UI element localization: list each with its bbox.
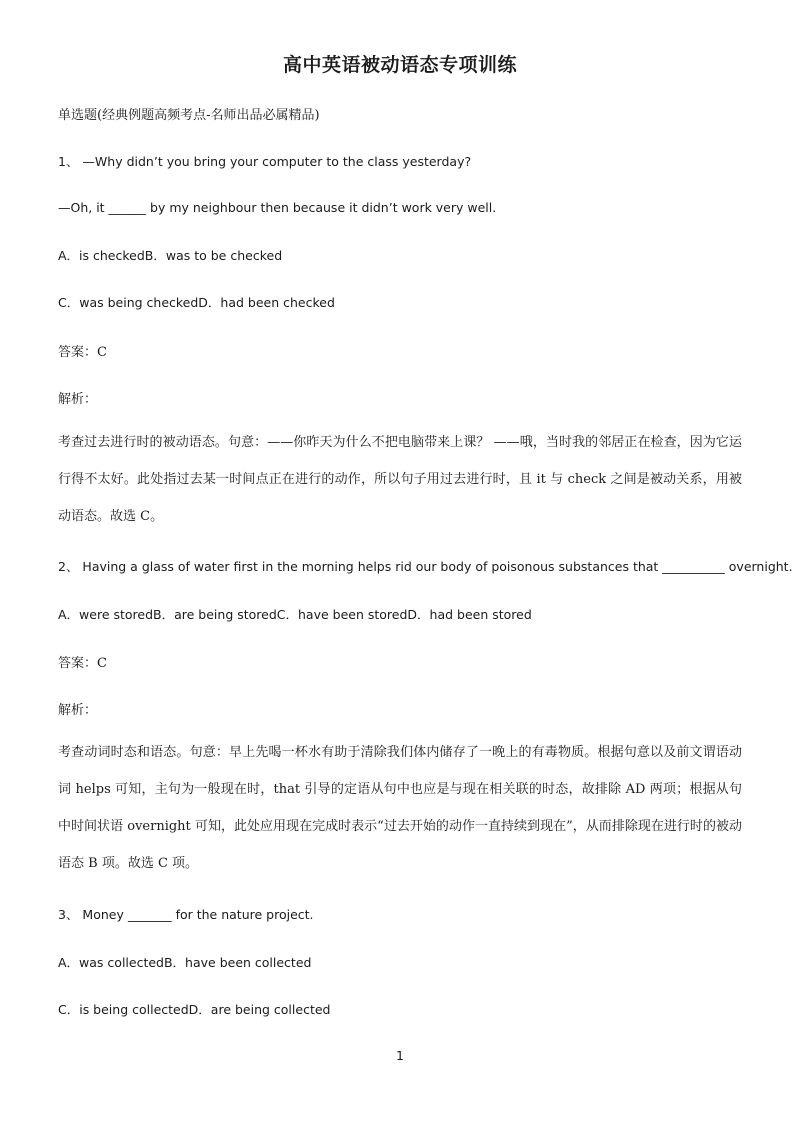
question-2-stem: 2、 Having a glass of water first in the morning helps rid our body of poisonous substances that __________ overnight. (58, 559, 793, 574)
question-3-options-cd: C．is being collectedD．are being collected (58, 1002, 331, 1017)
question-1-options-ab: A．is checkedB．was to be checked (58, 248, 283, 263)
page-title: 高中英语被动语态专项训练 (282, 54, 517, 76)
question-2-options: A．were storedB．are being storedC．have been storedD．had been stored (58, 607, 532, 622)
question-3-stem: 3、 Money _______ for the nature project. (58, 907, 314, 922)
question-1-options-cd: C．was being checkedD．had been checked (58, 295, 335, 310)
page-number: 1 (396, 1048, 404, 1063)
question-3-options-ab: A．was collectedB．have been collected (58, 955, 312, 970)
section-heading: 单选题(经典例题高频考点-名师出品必属精品) (58, 108, 320, 123)
question-2-answer: 答案：C (58, 656, 107, 671)
question-1-stem: 1、 —Why didn’t you bring your computer to the class yesterday? (58, 154, 472, 169)
question-2-analysis-label: 解析： (58, 703, 98, 718)
question-1-analysis: 考查过去进行时的被动语态。句意：——你昨天为什么不把电脑带来上课？ ——哦，当时我的邻居正在检查，因为它运行得不太好。此处指过去某一时间点正在进行的动作，所以句子用过去进行时，且 it 与 check 之间是被动关系，用被动语态。故选 C。 (58, 435, 742, 524)
question-1-answer: 答案：C (58, 345, 107, 360)
question-1-analysis-label: 解析： (58, 392, 98, 407)
question-1-dialogue: —Oh, it ______ by my neighbour then because it didn’t work very well. (58, 200, 497, 215)
question-2-analysis: 考查动词时态和语态。句意：早上先喝一杯水有助于清除我们体内储存了一晚上的有毒物质。根据句意以及前文谓语动词 helps 可知，主句为一般现在时，that 引导的定语从句中也应是与现在相关联的时态，故排除 AD 两项；根据从句中时间状语 overnight 可知，此处应用现在完成时表示“过去开始的动作一直持续到现在”，从而排除现在进行时的被动语态 B 项。故选 C 项。 (58, 745, 742, 871)
